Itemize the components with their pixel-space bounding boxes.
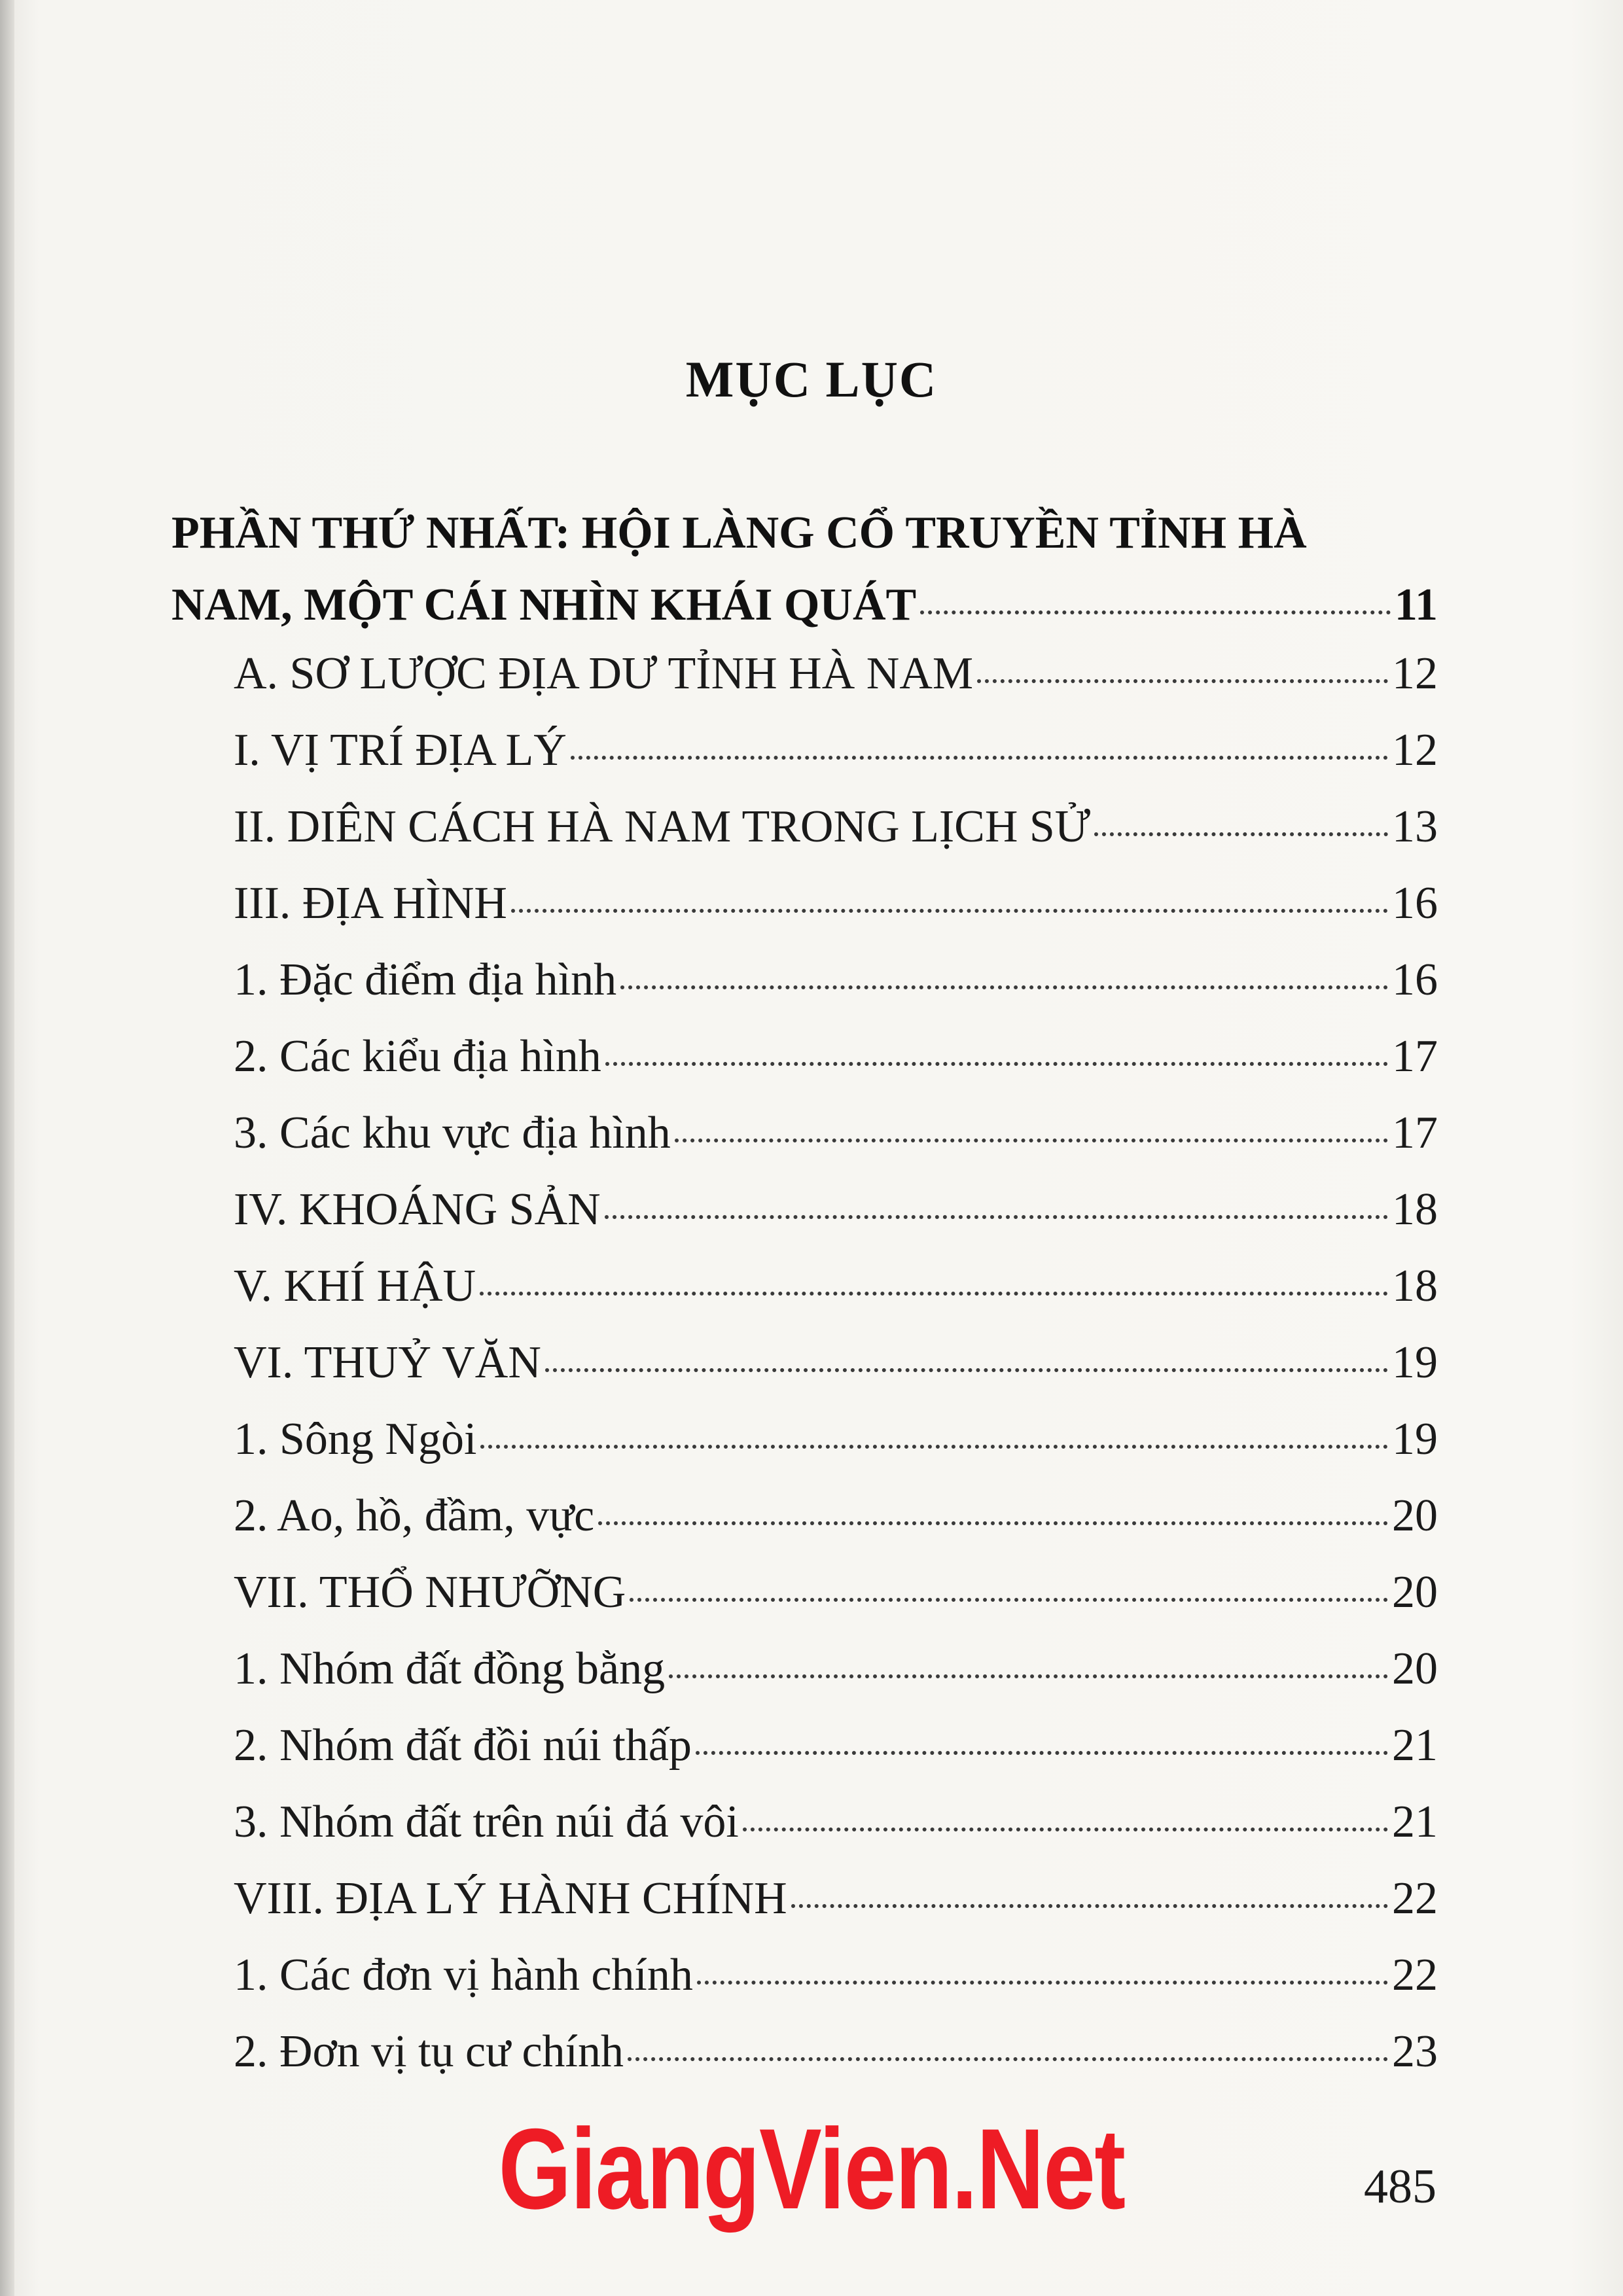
toc-entry-label: II. DIÊN CÁCH HÀ NAM TRONG LỊCH SỬ [234, 802, 1091, 852]
toc-entry [234, 1873, 1438, 1949]
toc-entry-label: 3. Các khu vực địa hình [234, 1108, 671, 1158]
leader-dots [605, 1062, 1388, 1066]
leader-dots [630, 1598, 1388, 1602]
leader-dots [598, 1521, 1388, 1525]
toc-entry-label: A. SƠ LƯỢC ĐỊA DƯ TỈNH HÀ NAM [234, 648, 974, 699]
toc-entry-page-number: 13 [1392, 802, 1438, 852]
leader-dots [628, 2057, 1388, 2061]
toc-entry [234, 1949, 1438, 2026]
toc-entry [234, 1107, 1438, 1184]
toc-entry [234, 1260, 1438, 1337]
watermark-logo: GiangVien.Net [498, 2106, 1125, 2233]
leader-dots [743, 1828, 1388, 1831]
toc-entry [234, 724, 1438, 801]
part-one-heading-line1: PHẦN THỨ NHẤT: HỘI LÀNG CỔ TRUYỀN TỈNH HÀ [171, 508, 1307, 558]
toc-entry-page-number: 16 [1392, 955, 1438, 1005]
leader-dots [605, 1215, 1388, 1219]
toc-entry [234, 1796, 1438, 1873]
toc-entry [234, 1337, 1438, 1413]
toc-entry-label: V. KHÍ HẬU [234, 1261, 476, 1311]
toc-entry-page-number: 12 [1392, 725, 1438, 775]
leader-dots [511, 909, 1388, 913]
toc-entry-page-number: 19 [1392, 1337, 1438, 1388]
toc-entry-page-number: 12 [1392, 648, 1438, 699]
toc-entry [234, 801, 1438, 877]
toc-entry-label: 2. Ao, hồ, đầm, vực [234, 1491, 595, 1541]
toc-entry-label: 2. Các kiểu địa hình [234, 1031, 601, 1082]
toc-entry-page-number: 18 [1392, 1261, 1438, 1311]
part-one-heading-line2 [171, 579, 1438, 631]
leader-dots [1094, 832, 1388, 836]
leader-dots [791, 1904, 1388, 1908]
toc-entry [234, 648, 1438, 724]
page-number: 485 [1364, 2160, 1436, 2214]
toc-entry-label: 1. Các đơn vị hành chính [234, 1950, 693, 2000]
toc-entry-page-number: 21 [1392, 1720, 1438, 1771]
leader-dots [571, 756, 1388, 760]
spine-shadow [0, 0, 14, 2296]
toc-entry-label: VI. THUỶ VĂN [234, 1337, 541, 1388]
toc-entry-page-number: 21 [1392, 1797, 1438, 1847]
toc-entry [234, 2026, 1438, 2102]
toc-entry-page-number: 16 [1392, 878, 1438, 928]
leader-dots [545, 1368, 1388, 1372]
toc-entry-page-number: 23 [1392, 2026, 1438, 2077]
toc-entry [234, 1413, 1438, 1490]
toc-entry-label: VIII. ĐỊA LÝ HÀNH CHÍNH [234, 1873, 787, 1924]
leader-dots [669, 1674, 1388, 1678]
toc-entry-label: 1. Nhóm đất đồng bằng [234, 1644, 666, 1694]
toc-entry-page-number: 20 [1392, 1644, 1438, 1694]
toc-entry-label: I. VỊ TRÍ ĐỊA LÝ [234, 725, 567, 775]
toc-entry [234, 1566, 1438, 1643]
toc-entry-label: 3. Nhóm đất trên núi đá vôi [234, 1797, 739, 1847]
toc-entry-label: VII. THỔ NHƯỠNG [234, 1567, 626, 1617]
toc-entry-page-number: 22 [1392, 1873, 1438, 1924]
table-of-contents [234, 648, 1438, 2102]
toc-entry-page-number: 17 [1392, 1031, 1438, 1082]
toc-entry [234, 1184, 1438, 1260]
toc-entry-page-number: 17 [1392, 1108, 1438, 1158]
part-one-page-number: 11 [1394, 580, 1438, 630]
toc-entry-label: IV. KHOÁNG SẢN [234, 1184, 601, 1235]
toc-entry [234, 1720, 1438, 1796]
page-title: MỤC LỤC [685, 351, 938, 408]
part-one-heading-text: NAM, MỘT CÁI NHÌN KHÁI QUÁT [171, 580, 917, 630]
leader-dots [480, 1445, 1388, 1449]
toc-entry [234, 954, 1438, 1031]
leader-dots [697, 1981, 1388, 1985]
leader-dots [480, 1292, 1388, 1296]
toc-entry-page-number: 18 [1392, 1184, 1438, 1235]
toc-entry-page-number: 20 [1392, 1491, 1438, 1541]
leader-dots [620, 985, 1388, 989]
leader-dots [675, 1139, 1388, 1142]
toc-entry [234, 1031, 1438, 1107]
toc-entry-label: 1. Đặc điểm địa hình [234, 955, 617, 1005]
leader-dots [920, 610, 1391, 614]
toc-entry-label: 1. Sông Ngòi [234, 1414, 477, 1464]
leader-dots [696, 1751, 1388, 1755]
toc-entry-page-number: 22 [1392, 1950, 1438, 2000]
leader-dots [977, 679, 1388, 683]
toc-entry [234, 877, 1438, 954]
toc-entry [234, 1643, 1438, 1720]
toc-entry-label: III. ĐỊA HÌNH [234, 878, 507, 928]
toc-entry-label: 2. Nhóm đất đồi núi thấp [234, 1720, 692, 1771]
toc-entry-page-number: 20 [1392, 1567, 1438, 1617]
toc-entry-label: 2. Đơn vị tụ cư chính [234, 2026, 624, 2077]
toc-entry-page-number: 19 [1392, 1414, 1438, 1464]
toc-entry [234, 1490, 1438, 1566]
